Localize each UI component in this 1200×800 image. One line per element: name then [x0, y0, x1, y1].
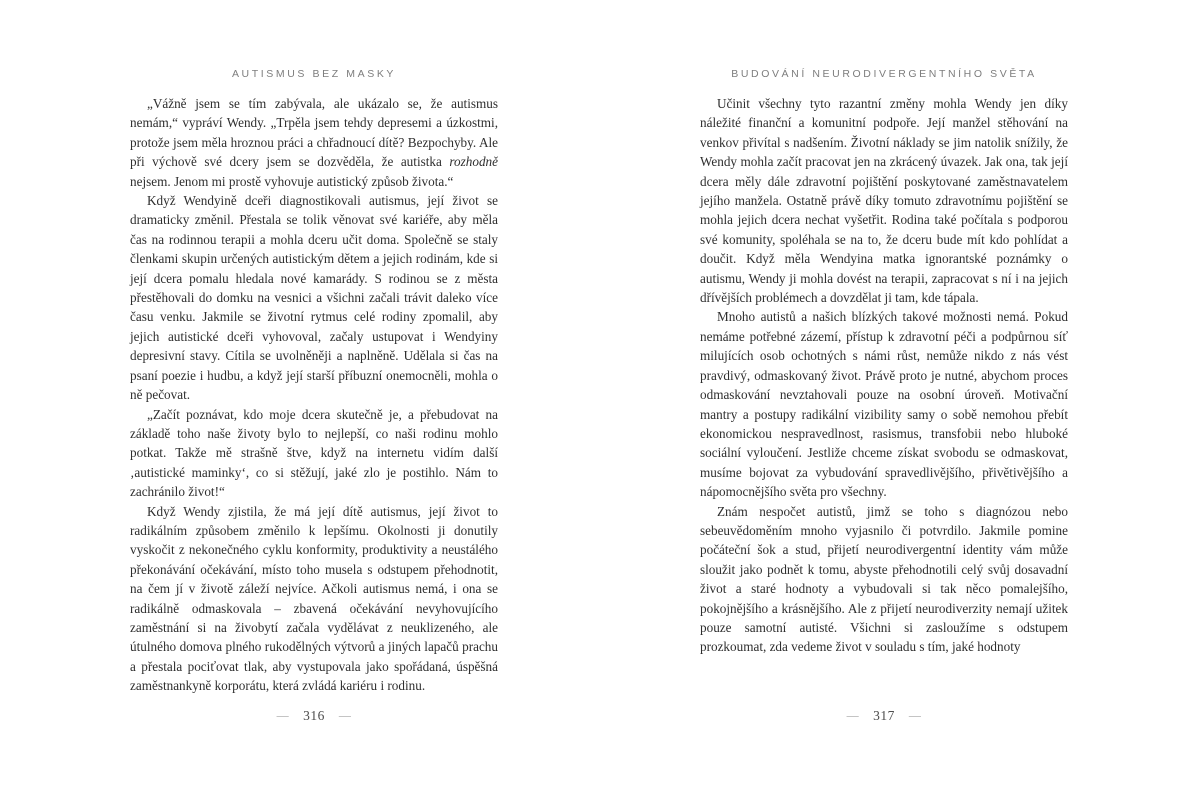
paragraph: Učinit všechny tyto razantní změny mohla Wendy jen díky náležité finanční a komunitní podpoře. Její manžel stěhování na venkov přivítal s nadšením. Životní náklady se jim natolik snížily, že Wendy mohla začít pracovat jen na zkrácený úvazek. Jak ona, tak její dcera měly dále zdravotní pojištění poskytované zaměstnavatelem jejího manžela. Ostatně právě díky tomuto zdravotnímu pojištění se mohla jejich dcera nechat vyšetřit. Rodina také počítala s podporou své komunity, spoléhala se na to, že dceru bude mít kdo pohlídat a doučit. Když měla Wendyina matka ignorantské poznámky o autismu, Wendy ji mohla dovést na terapii, zapracovat s ní i na jejich dřívějších problémech a dovzdělat ji tam, kde tápala.	[700, 96, 1068, 306]
footer-dash-icon: —	[908, 708, 922, 722]
footer-dash-icon: —	[276, 708, 290, 722]
page-footer-left	[130, 708, 498, 724]
paragraph: „Vážně jsem se tím zabývala, ale ukázalo se, že autismus nemám,“ vypráví Wendy. „Trpěla jsem tehdy depresemi a úzkostmi, protože jsem měla hroznou práci a chřadnoucí dítě? Bezpochyby. Ale při výchově své dcery jsem se dozvěděla, že autistka rozhodně nejsem. Jenom mi prostě vyhovuje autistický způsob života.“	[130, 96, 498, 189]
paragraph: Když Wendy zjistila, že má její dítě autismus, její život to radikálním způsobem změnilo k lepšímu. Okolnosti ji donutily vyskočit z nekonečného cyklu konformity, produktivity a neustálého překonávání očekávání, místo toho musela s odstupem přehodnotit, na čem jí v životě záleží nejvíce. Ačkoli autismus nemá, i ona se radikálně odmaskovala – zbavená očekávání nevyhovujícího zaměstnání si na živobytí začala vydělávat z neuklizeného, ale útulného domova plného rukodělných výtvorů a jiných lapačů prachu a přestala pociťovat tlak, aby vystupovala jako spořádaná, úspěšná zaměstnankyně korporátu, která zvládá kariéru i rodinu.	[130, 503, 498, 694]
paragraph: „Začít poznávat, kdo moje dcera skutečně je, a přebudovat na základě toho naše životy bylo to nejlepší, co naši rodinu mohlo potkat. Takže mě strašně štve, když na internetu vidím další ‚autistické maminky‘, co si stěžují, jaké zlo je postihlo. Nám to zachránilo život!“	[130, 406, 498, 500]
book-page-right	[600, 0, 1200, 800]
page-body-right	[700, 94, 1068, 657]
page-body-left	[130, 94, 498, 696]
running-head-right: BUDOVÁNÍ NEURODIVERGENTNÍHO SVĚTA	[731, 68, 1037, 80]
footer-dash-icon: —	[338, 708, 352, 722]
page-footer-right	[700, 708, 1068, 724]
paragraph: Když Wendyině dceři diagnostikovali autismus, její život se dramaticky změnil. Přestala se tolik věnovat své kariéře, aby měla čas na rodinnou terapii a mohla dceru učit doma. Společně se staly členkami skupin určených autistickým dětem a jejich rodinám, kde si její dcera pomalu hledala nové kamarády. S rodinou se z města přestěhovali do domku na vesnici a všichni začali trávit daleko více času venku. Jakmile se životní rytmus celé rodiny zpomalil, aby jejich autistické dceři vyhovoval, začaly ustupovat i Wendyiny depresivní stavy. Cítila se uvolněněji a naplněně. Udělala si čas na psaní poezie i hudbu, a když její starší příbuzní onemocněli, mohla o ně pečovat.	[130, 193, 498, 403]
running-head-left: AUTISMUS BEZ MASKY	[231, 68, 397, 80]
text-column-left	[130, 0, 498, 800]
footer-dash-icon: —	[846, 708, 860, 722]
text-column-right	[700, 0, 1068, 800]
paragraph: Mnoho autistů a našich blízkých takové možnosti nemá. Pokud nemáme potřebné zázemí, přístup k zdravotní péči a podpůrnou síť milujících osob ochotných s námi růst, nemůže nikdo z nás vést pravdivý, odmaskovaný život. Právě proto je nutné, abychom proces odmaskování nevztahovali pouze na osobní úroveň. Motivační mantry a postupy radikální vizibility samy o sobě nemohou přebít ekonomickou nespravedlnost, rasismus, transfobii nebo hluboké sociální vyloučení. Jestliže chceme získat svobodu se odmaskovat, musíme bojovat za vybudování spravedlivějšího, přivětivějšího a nápomocnějšího světa pro všechny.	[700, 309, 1068, 500]
page-number: 316	[303, 708, 325, 723]
paragraph: Znám nespočet autistů, jimž se toho s diagnózou nebo sebeuvědoměním mnoho vyjasnilo či potvrdilo. Jakmile pomine počáteční šok a stud, přijetí neurodivergentní identity vám může sloužit jako podnět k tomu, abyste přehodnotili celý svůj dosavadní život a staré hodnoty a vybudovali si tak něco pomalejšího, pokojnějšího a krásnějšího. Ale z přijetí neurodiverzity nemají užitek pouze samotní autisté. Všichni si zasloužíme s odstupem prozkoumat, zda vedeme život v souladu s tím, jaké hodnoty	[700, 503, 1068, 655]
page-number: 317	[873, 708, 895, 723]
